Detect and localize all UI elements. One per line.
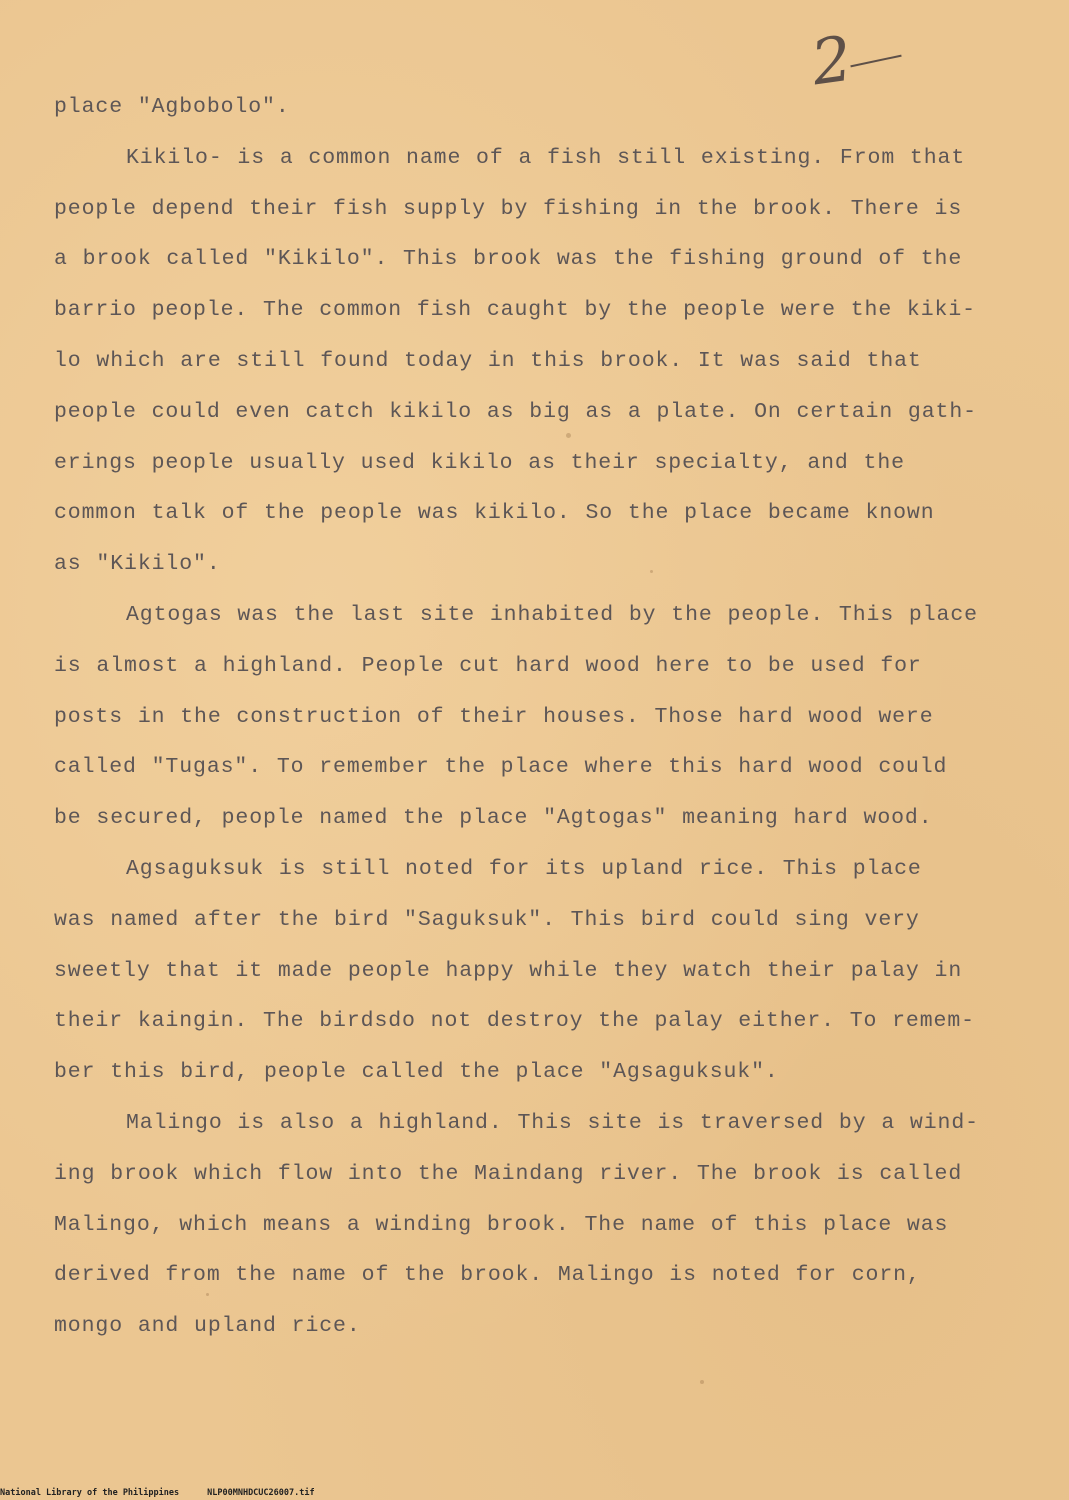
paper-speck [566, 433, 571, 438]
text-line: called "Tugas". To remember the place where this hard wood could [54, 755, 948, 780]
paragraph [54, 133, 1044, 590]
text-line: Malingo, which means a winding brook. The name of this place was [54, 1212, 949, 1237]
text-line: a brook called "Kikilo". This brook was the fishing ground of the [54, 247, 963, 272]
text-line: people depend their fish supply by fishing in the brook. There is [54, 196, 963, 221]
text-line: be secured, people named the place "Agtogas" meaning hard wood. [54, 806, 933, 831]
text-line: lo which are still found today in this brook. It was said that [54, 348, 922, 373]
paragraph [54, 82, 1044, 133]
text-line: ber this bird, people called the place "Agsaguksuk". [54, 1060, 779, 1085]
footer-library: National Library of the Philippines [0, 1488, 180, 1498]
text-line: Malingo is also a highland. This site is traversed by a wind- [126, 1110, 979, 1135]
scan-footer [0, 1488, 315, 1498]
text-line: Agsaguksuk is still noted for its upland rice. This place [126, 856, 922, 881]
paper-speck [206, 1293, 209, 1296]
footer-filename: NLP00MNHDCUC26007.tif [207, 1488, 315, 1498]
paragraph [54, 590, 1044, 844]
paper-speck [700, 1380, 704, 1384]
text-line: Kikilo- is a common name of a fish still existing. From that [126, 145, 966, 170]
paragraph [54, 844, 1044, 1098]
text-line: place "Agbobolo". [54, 95, 290, 119]
text-line: Agtogas was the last site inhabited by the people. This place [126, 602, 978, 627]
text-line: erings people usually used kikilo as their specialty, and the [54, 450, 905, 475]
text-line: their kaingin. The birdsdo not destroy the palay either. To remem- [54, 1009, 975, 1034]
handwritten-page-number: 2 [807, 21, 857, 100]
text-line: barrio people. The common fish caught by the people were the kiki- [54, 298, 976, 323]
text-line: people could even catch kikilo as big as a plate. On certain gath- [54, 399, 977, 424]
paragraph [54, 1098, 1044, 1352]
paper-speck [650, 570, 653, 573]
text-line: common talk of the people was kikilo. So the place became known [54, 501, 935, 526]
text-line: posts in the construction of their houses. Those hard wood were [54, 704, 934, 729]
typewritten-body [54, 82, 1044, 1352]
text-line: derived from the name of the brook. Malingo is noted for corn, [54, 1263, 921, 1288]
page-number-underline [850, 55, 901, 68]
text-line: as "Kikilo". [54, 552, 221, 577]
text-line: is almost a highland. People cut hard wood here to be used for [54, 653, 922, 678]
text-line: sweetly that it made people happy while they watch their palay in [54, 958, 963, 983]
text-line: mongo and upland rice. [54, 1314, 361, 1339]
text-line: ing brook which flow into the Maindang river. The brook is called [54, 1161, 963, 1186]
text-line: was named after the bird "Saguksuk". This bird could sing very [54, 907, 920, 932]
